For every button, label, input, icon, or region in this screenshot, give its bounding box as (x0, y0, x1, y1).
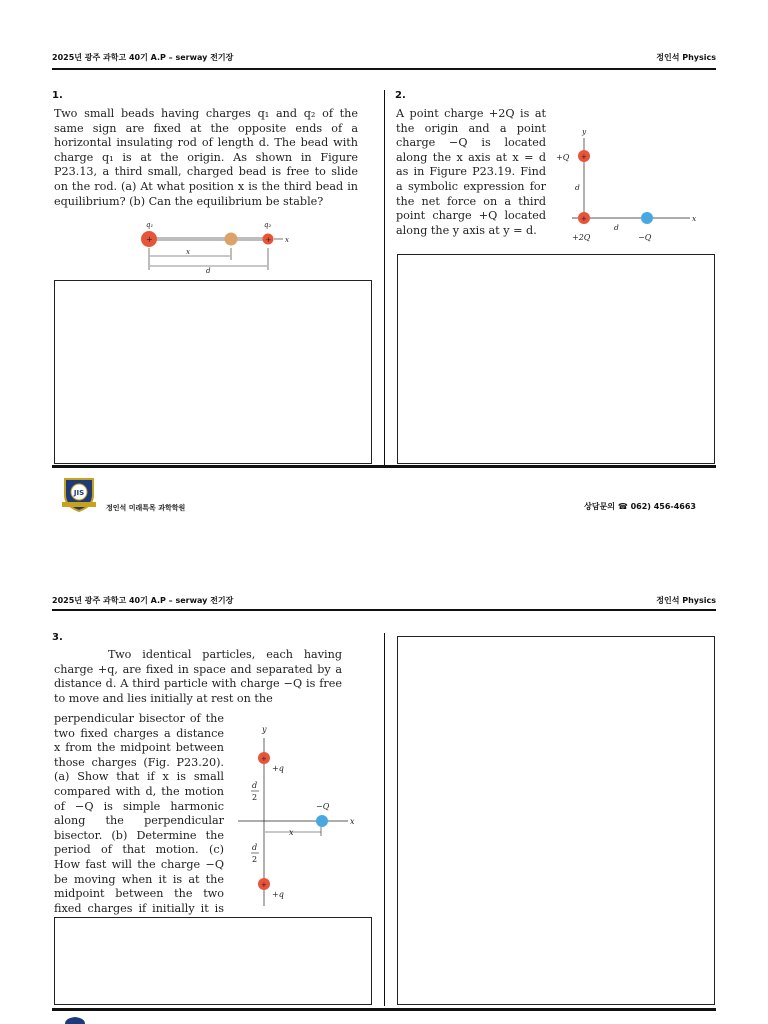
svg-text:+: + (261, 881, 267, 889)
answer-box[interactable] (397, 254, 715, 464)
top-charge-label: +q (272, 764, 284, 773)
answer-box[interactable] (54, 280, 372, 464)
top-charge-label: +Q (556, 153, 570, 162)
figure-p23-20 (234, 722, 360, 910)
q2-label: q₂ (264, 221, 272, 229)
header-rule (52, 609, 716, 611)
charge-negative (641, 212, 653, 224)
bottom-d-label: d (614, 223, 619, 232)
question-text: Two small beads having charges q₁ and q₂ of the same sign are fixed at the opposite ends of a horizontal insulating rod of length d. The bead with charge q₁ is at the origin. As shown in Figure P23.13, a third small, charged bead is free to slide on the rod. (a) At what position x is the third bead in equilibrium? (b) Can the equilibrium be stable? (54, 107, 358, 208)
header-title: 2025년 광주 과학고 40기 A.P – serway 전기장 (52, 53, 234, 62)
column-divider (384, 633, 385, 1006)
x-axis-label: x (285, 236, 289, 244)
section-rule (52, 1008, 716, 1011)
svg-text:+: + (581, 215, 587, 223)
half-d-numerator: d (252, 781, 258, 790)
svg-text:+: + (581, 153, 587, 161)
question-text: A point charge +2Q is at the origin and a point charge −Q is located along the x axis at x = d as in Figure P23.19. Find a symbolic expression for the net force on a third point charge +Q located along the y axis at y = d. (396, 107, 546, 237)
origin-charge-label: +2Q (572, 233, 591, 242)
bead-third (225, 233, 238, 246)
x-axis-label: x (692, 214, 697, 223)
svg-text:+: + (265, 236, 272, 244)
section-rule (52, 465, 716, 468)
question-text-top: Two identical particles, each having charge +q, are fixed in space and separated by a distance d. A third particle with charge −Q is free to move and lies initially at rest on the (54, 648, 342, 705)
question-text-side: perpendicular bisector of the two fixed charges a distance x from the midpoint between those charges (Fig. P23.20). (a) Show that if x is small compared with d, the motion of −Q is simple harmonic along the perpendicular bisector. (b) Determine the period of that motion. (c) How fast will the charge −Q be moving when it is at the midpoint between the two fixed charges if initially it is (54, 712, 224, 915)
header-author: 정인석 Physics (656, 596, 716, 605)
insulating-rod (149, 237, 269, 241)
dimension-x-label: x (289, 828, 294, 837)
y-axis-label: y (582, 127, 587, 136)
q1-label: q₁ (146, 221, 154, 229)
contact-phone: 상담문의 ☎ 062) 456-4663 (584, 502, 696, 511)
academy-name: 정인석 미래특목 과학학원 (106, 504, 186, 512)
y-axis-label: y (262, 725, 267, 734)
question-number: 3. (52, 632, 63, 643)
figure-p23-13 (140, 218, 300, 274)
header-title: 2025년 광주 과학고 40기 A.P – serway 전기장 (52, 596, 234, 605)
answer-box[interactable] (54, 917, 372, 1005)
x-axis-label: x (350, 817, 355, 826)
negative-charge-label: −Q (316, 802, 330, 811)
academy-logo (60, 475, 98, 513)
academy-logo (62, 1016, 88, 1024)
left-d-label: d (575, 183, 580, 192)
column-divider (384, 90, 385, 466)
negative-charge-label: −Q (638, 233, 652, 242)
dimension-d-label: d (206, 267, 211, 274)
bottom-charge-label: +q (272, 890, 284, 899)
dimension-x-label: x (186, 248, 190, 256)
header-author: 정인석 Physics (656, 53, 716, 62)
charge-negative (316, 815, 328, 827)
figure-p23-19 (554, 122, 704, 246)
header-rule (52, 68, 716, 70)
half-d-denominator: 2 (252, 855, 258, 864)
svg-text:+: + (146, 235, 153, 244)
half-d-numerator: d (252, 843, 258, 852)
answer-box[interactable] (397, 636, 715, 1005)
logo-text: JIS (73, 489, 85, 497)
question-number: 2. (395, 90, 406, 101)
question-number: 1. (52, 90, 63, 101)
half-d-denominator: 2 (252, 793, 258, 802)
svg-text:+: + (261, 755, 267, 763)
